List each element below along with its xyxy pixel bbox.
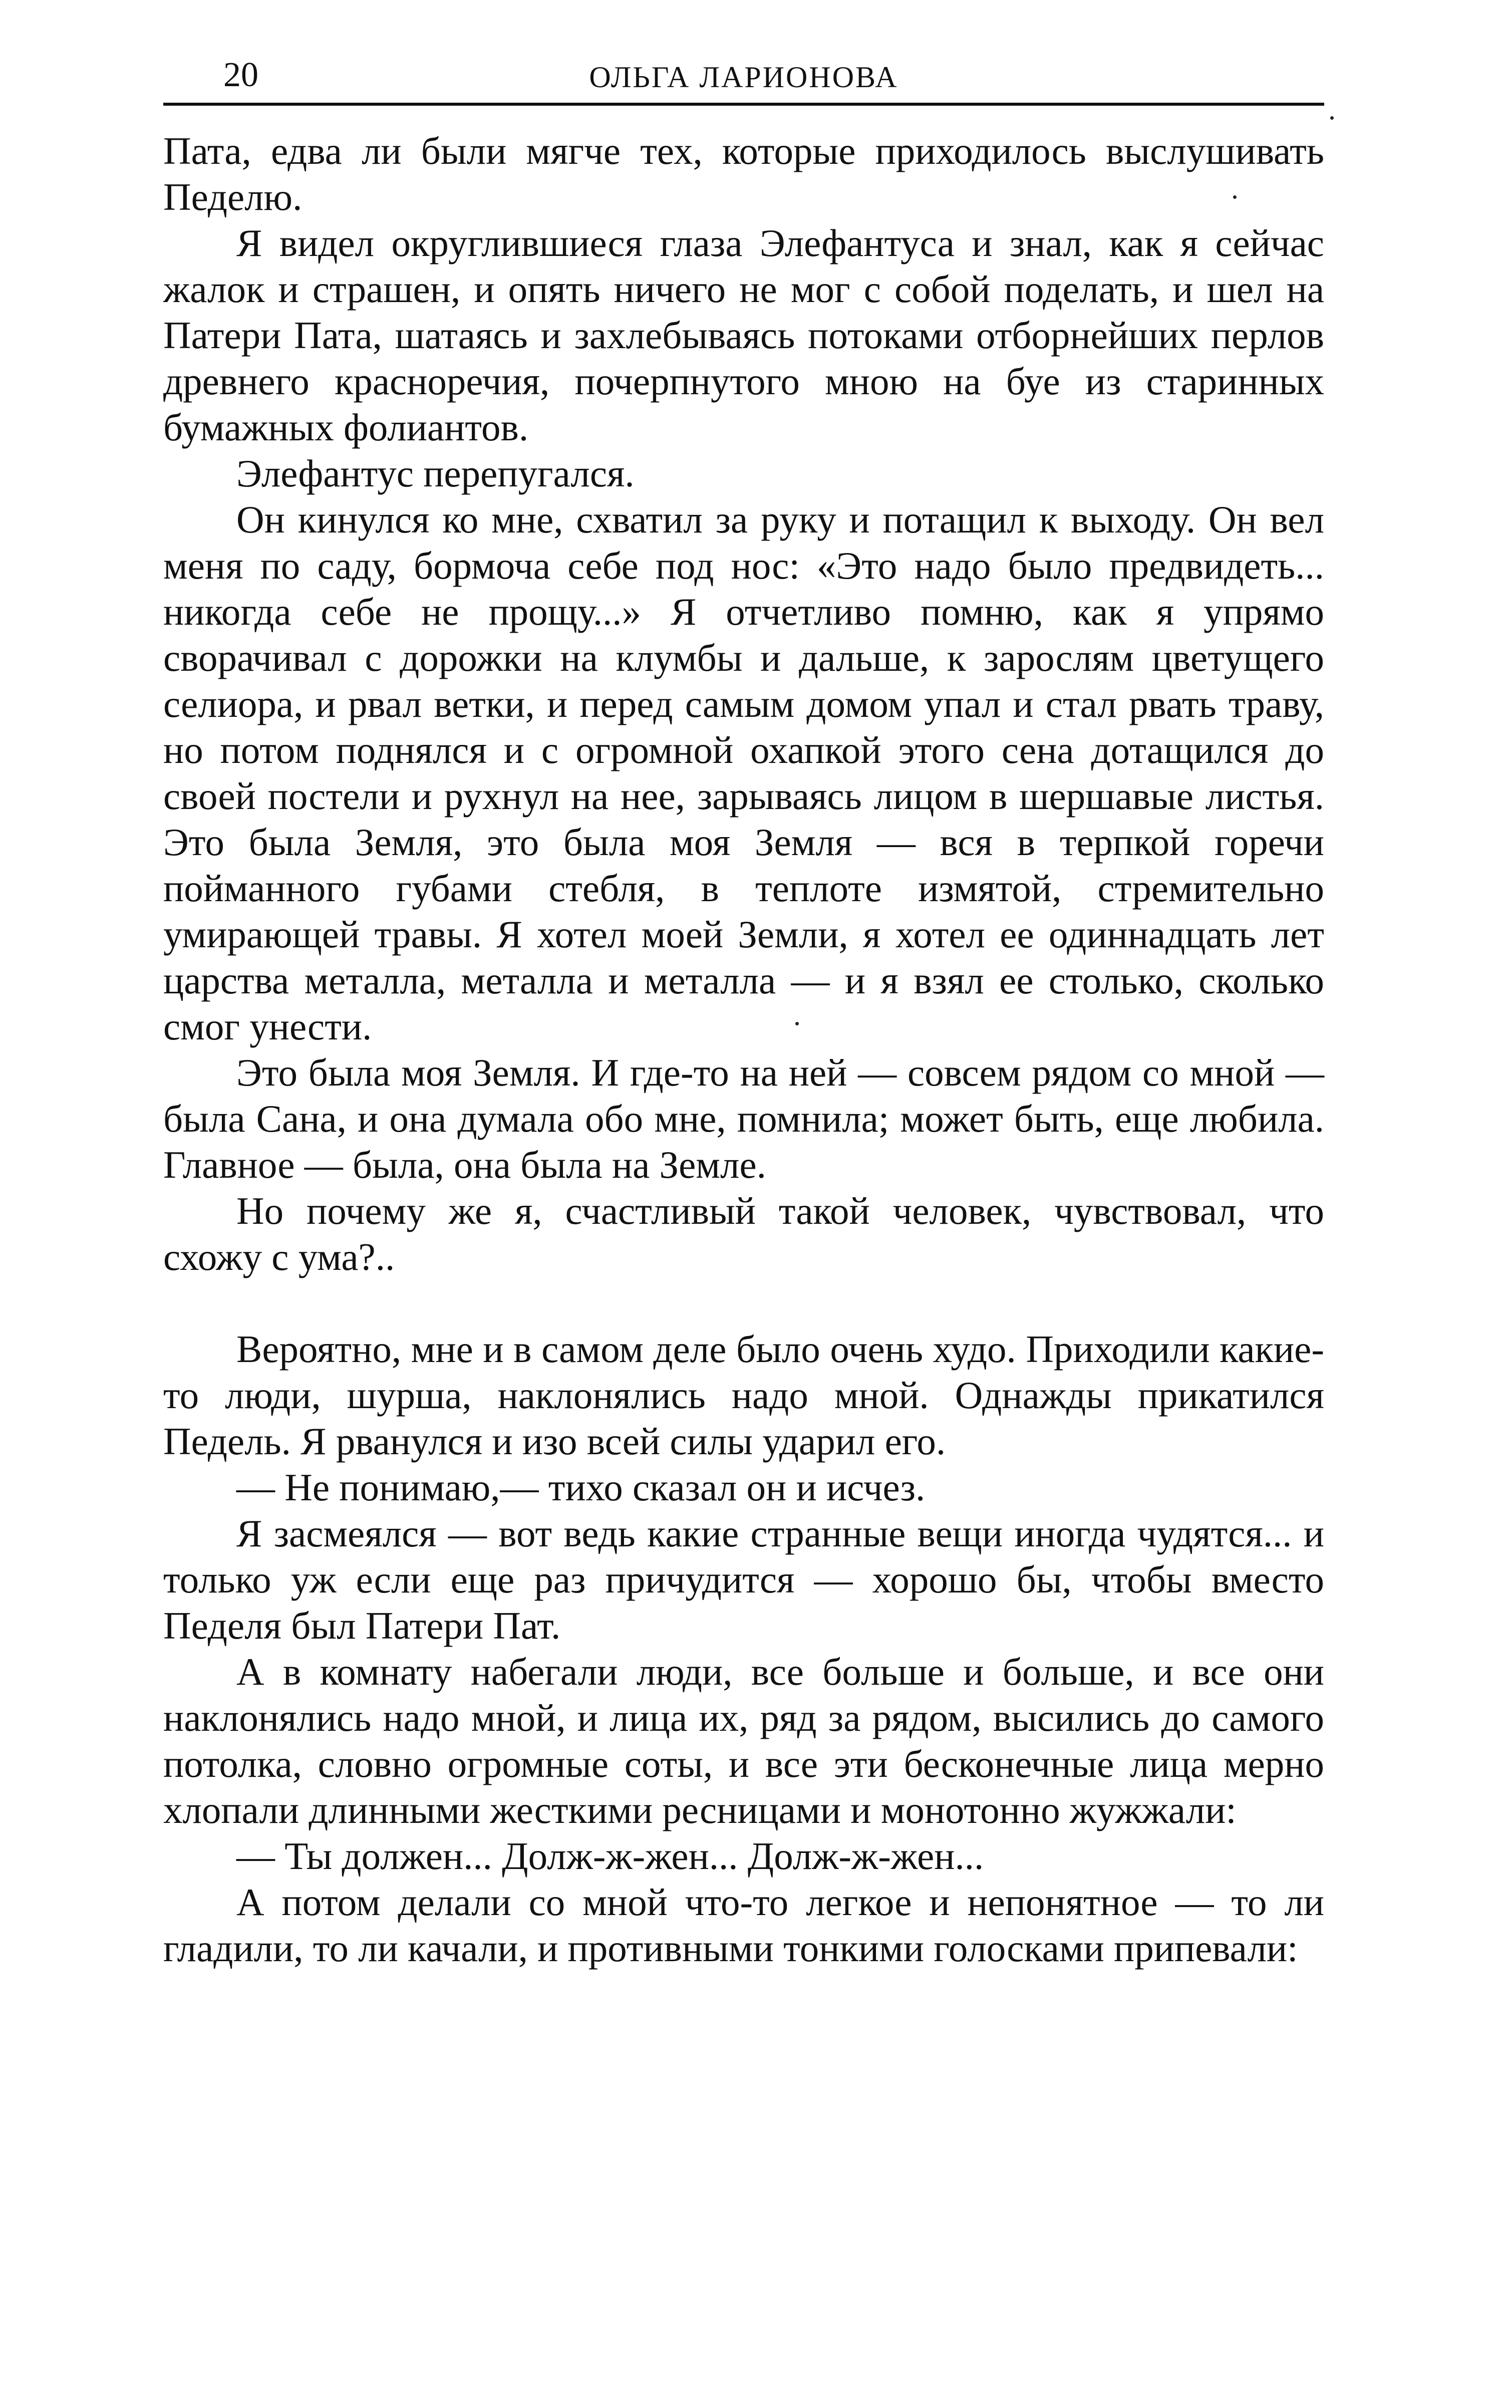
dialogue-line: — Не понимаю,— тихо сказал он и исчез. bbox=[236, 1466, 926, 1509]
section-break bbox=[163, 1280, 1324, 1326]
dialogue-line: — Ты должен... Долж-ж-жен... Долж-ж-жен... bbox=[236, 1834, 984, 1878]
paragraph: Элефантус перепугался. bbox=[236, 452, 635, 495]
body-text bbox=[163, 128, 1324, 1971]
running-head-author: ОЛЬГА ЛАРИОНОВА bbox=[589, 61, 898, 94]
paragraph: Но почему же я, счастливый такой человек, чувствовал, что схожу с ума?.. bbox=[163, 1189, 1324, 1278]
paragraph: А потом делали со мной что-то легкое и непонятное — то ли гладили, то ли качали, и противными тонкими голосками припевали: bbox=[163, 1881, 1324, 1970]
paragraph: А в комнату набегали люди, все больше и больше, и все они наклонялись надо мной, и лица их, ряд за рядом, высились до самого потолка, словно огромные соты, и все эти бесконечные лица мерно хлопали длинными жесткими ресницами и монотонно жужжали: bbox=[163, 1650, 1324, 1831]
print-speck bbox=[1330, 116, 1334, 120]
paragraph: Он кинулся ко мне, схватил за руку и потащил к выходу. Он вел меня по саду, бормоча себе под нос: «Это надо было предвидеть... никогда себе не прощу...» Я отчетливо помню, как я упрямо сворачивал с дорожки на клумбы и дальше, к зарослям цветущего селиора, и рвал ветки, и перед самым домом упал и стал рвать траву, но потом поднялся и с огромной охапкой этого сена дотащился до своей постели и рухнул на нее, зарываясь лицом в шершавые листья. Это была Земля, это была моя Земля — вся в терпкой горечи пойманного губами стебля, в теплоте измятой, стремительно умирающей травы. Я хотел моей Земли, я хотел ее одиннадцать лет царства металла, металла и металла — и я взял ее столько, сколько смог унести. bbox=[163, 498, 1324, 1048]
page-number: 20 bbox=[223, 56, 258, 94]
paragraph: Пата, едва ли были мягче тех, которые приходилось выслушивать Педелю. bbox=[163, 129, 1324, 218]
print-speck bbox=[1233, 195, 1237, 199]
paragraph: Я засмеялся — вот ведь какие странные вещи иногда чудятся... и только уж если еще раз причудится — хорошо бы, чтобы вместо Педеля был Патери Пат. bbox=[163, 1512, 1324, 1647]
running-head bbox=[163, 48, 1324, 106]
paragraph: Это была моя Земля. И где-то на ней — совсем рядом со мной — была Сана, и она думала обо мне, помнила; может быть, еще любила. Главное — была, она была на Земле. bbox=[163, 1051, 1324, 1186]
print-speck bbox=[795, 1022, 799, 1025]
paragraph: Я видел округлившиеся глаза Элефантуса и знал, как я сейчас жалок и страшен, и опять ничего не мог с собой поделать, и шел на Патери Пата, шатаясь и захлебываясь потоками отборнейших перлов древнего красноречия, почерпнутого мною на буе из старинных бумажных фолиантов. bbox=[163, 221, 1324, 449]
paragraph: Вероятно, мне и в самом деле было очень худо. Приходили какие-то люди, шурша, наклонялись надо мной. Однажды прикатился Педель. Я рванулся и изо всей силы ударил его. bbox=[163, 1327, 1324, 1463]
